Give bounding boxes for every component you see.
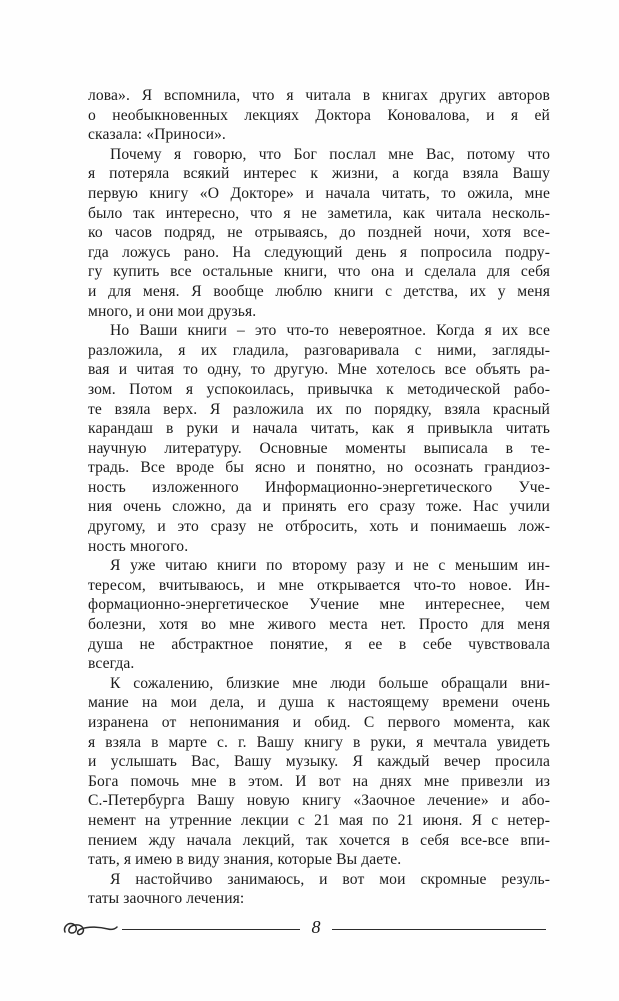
text-line: С.-Петербурга Вашу новую книгу «Заочное лечение» и або- <box>88 792 550 810</box>
text-line: я потеряла всякий интерес к жизни, а когда взяла Вашу <box>88 165 550 183</box>
text-line: разложила, я их гладила, разговаривала с ними, загляды- <box>88 341 550 359</box>
text-line: мание на мои дела, и душа к настоящему времени очень <box>88 694 550 712</box>
text-line: всегда. <box>88 655 135 673</box>
text-line: душа не абстрактное понятие, я ее в себе чувствовала <box>88 635 550 653</box>
text-line: ко часов подряд, не отрываясь, до поздней ночи, хотя все- <box>88 224 550 242</box>
paragraph <box>88 86 550 145</box>
text-line: Но Ваши книги – это что-то невероятное. Когда я их все <box>110 322 550 340</box>
text-line: Я настойчиво занимаюсь, и вот мои скромные резуль- <box>110 870 550 888</box>
text-line: тать, я имею в виду знания, которые Вы даете. <box>88 851 402 869</box>
paragraph <box>88 674 550 870</box>
text-line: лова». Я вспомнила, что я читала в книгах других авторов <box>88 87 550 104</box>
text-line: много, и они мои друзья. <box>88 302 257 320</box>
page-number: 8 <box>311 917 321 937</box>
text-line: болезни, хотя во мне живого места нет. Просто для меня <box>88 616 550 634</box>
text-line: ния очень сложно, да и принять его сразу тоже. Нас учили <box>88 498 550 516</box>
text-line: Бога помочь мне в этом. И вот на днях мне привезли из <box>88 772 550 790</box>
text-line: зом. Потом я успокоилась, привычка к методической рабо- <box>88 380 550 398</box>
text-line: первую книгу «О Докторе» и начала читать, то ожила, мне <box>88 184 550 202</box>
text-line: немент на утренние лекции с 21 мая по 21 июня. Я с нетер- <box>88 811 550 829</box>
text-line: формационно-энергетическое Учение мне интереснее, чем <box>88 596 550 614</box>
text-line: К сожалению, близкие мне люди больше обращали вни- <box>110 674 550 692</box>
text-line: вая и читая то одну, то другую. Мне хотелось все объять ра- <box>88 361 550 379</box>
text-line: карандаш в руки и начала читать, как я привыкла читать <box>88 420 550 438</box>
text-line: тересом, вчитываюсь, и мне открывается что-то новое. Ин- <box>88 576 550 594</box>
paragraph <box>88 870 550 909</box>
text-line: ность изложенного Информационно-энергетического Уче- <box>88 478 550 496</box>
text-line: таты заочного лечения: <box>88 890 245 908</box>
text-line: Я уже читаю книги по второму разу и не с меньшим ин- <box>110 557 550 575</box>
text-block <box>88 86 550 909</box>
flourish-icon <box>62 919 118 941</box>
paragraph <box>88 556 550 674</box>
text-line: сказала: «Приноси». <box>88 126 226 144</box>
text-line: те взяла верх. Я разложила их по порядку, взяла красный <box>88 400 550 418</box>
text-line: другому, и это сразу не отбросить, хоть и понимаешь лож- <box>88 518 550 536</box>
footer-rule-left <box>122 929 300 930</box>
footer-rule-right <box>332 929 546 930</box>
text-line: традь. Все вроде бы ясно и понятно, но осознать грандиоз- <box>88 459 550 477</box>
paragraph <box>88 321 550 556</box>
text-line: о необыкновенных лекциях Доктора Коновалова, и я ей <box>88 106 550 124</box>
text-line: пением жду начала лекций, так хочется в себя все-все впи- <box>88 831 550 849</box>
paragraph <box>88 145 550 321</box>
text-line: изранена от непонимания и обид. С первого момента, как <box>88 714 550 731</box>
text-line: и для меня. Я вообще люблю книги с детства, их у меня <box>88 282 550 300</box>
text-line: гу купить все остальные книги, что она и сделала для себя <box>88 263 550 281</box>
text-line: гда ложусь рано. На следующий день я попросила подру- <box>88 243 550 261</box>
text-line: ность многого. <box>88 537 189 555</box>
text-line: научную литературу. Основные моменты выписала в те- <box>88 439 550 457</box>
page-footer <box>0 914 619 944</box>
text-line: Почему я говорю, что Бог послал мне Вас, потому что <box>110 145 550 163</box>
text-line: было так интересно, что я не заметила, как читала несколь- <box>88 204 550 222</box>
text-line: и услышать Вас, Вашу музыку. Я каждый вечер просила <box>88 753 550 771</box>
text-line: я взяла в марте с. г. Вашу книгу в руки, я мечтала увидеть <box>88 733 550 751</box>
